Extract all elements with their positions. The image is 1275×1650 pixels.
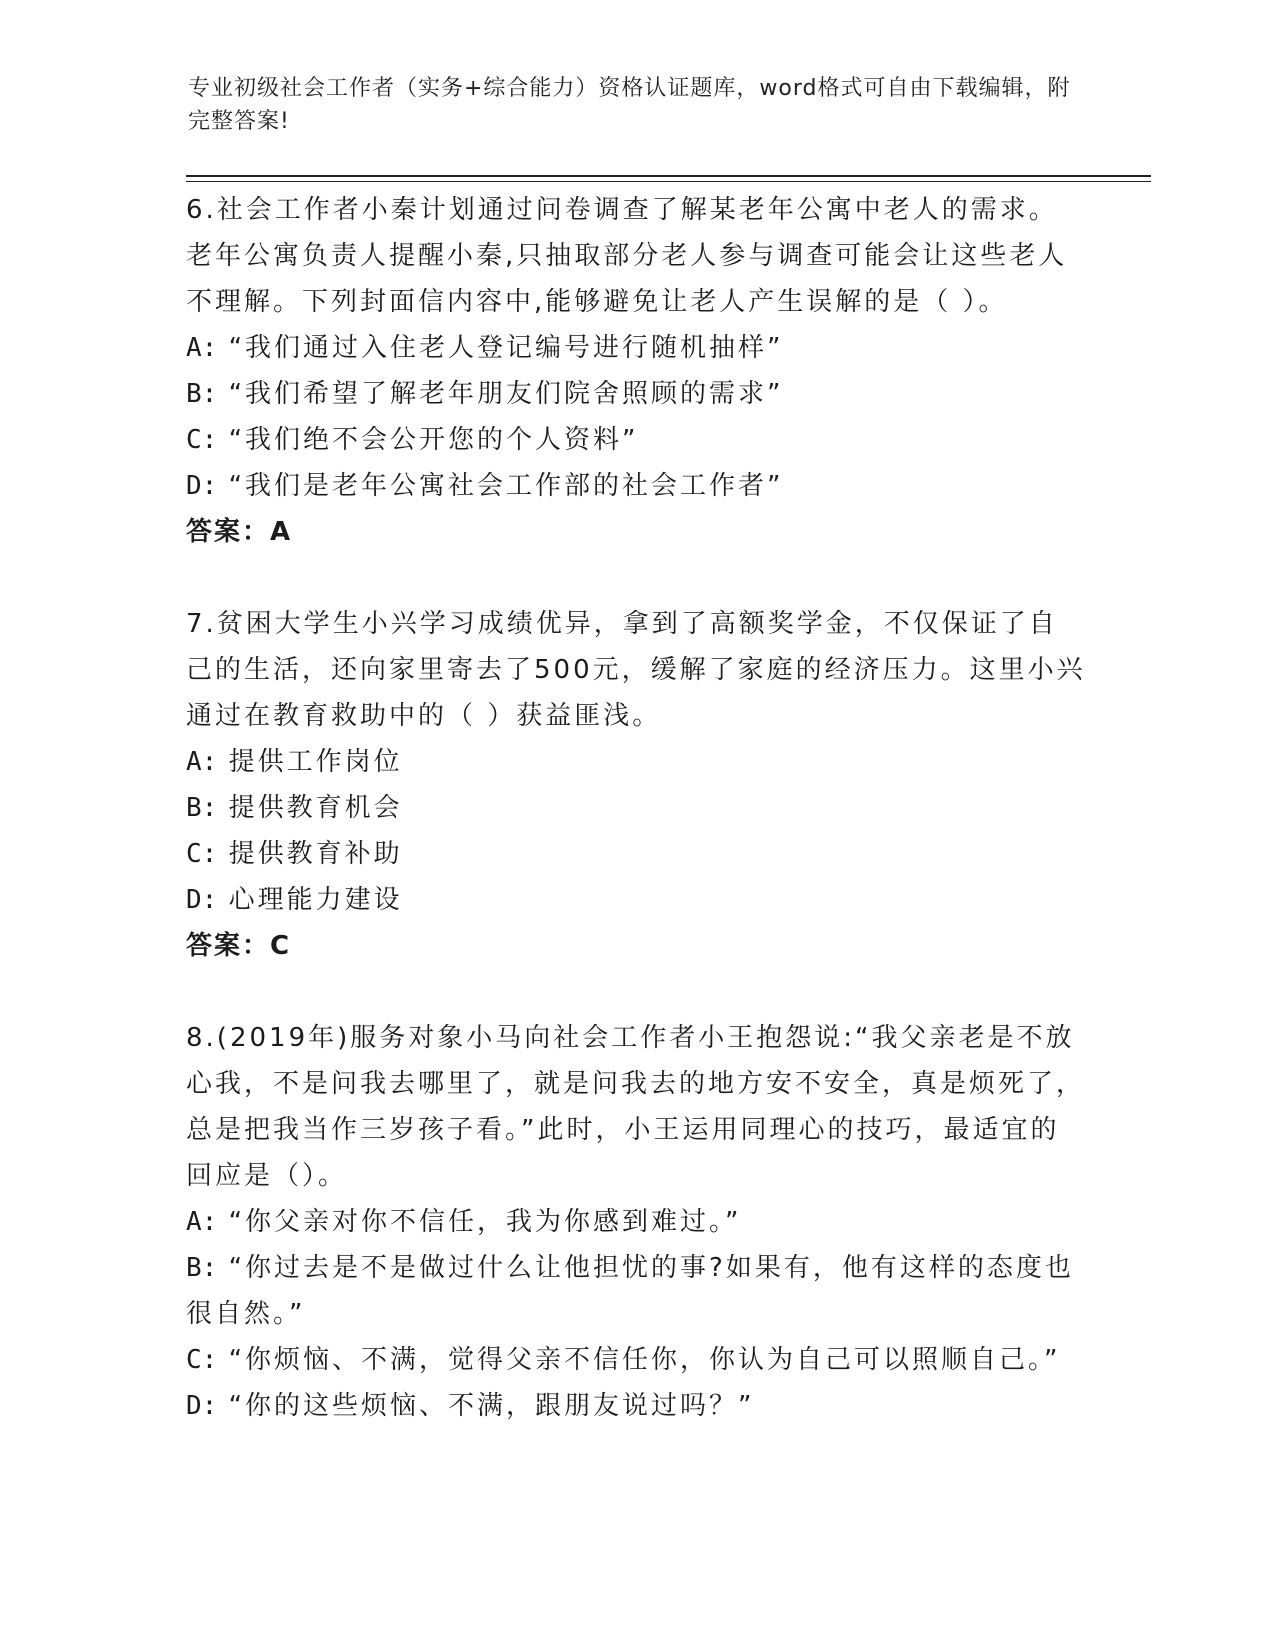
spacer (186, 555, 1086, 601)
option-text: 提供教育机会 (228, 793, 403, 823)
option-text: “你烦恼、不满，觉得父亲不信任你，你认为自己可以照顺自己。” (228, 1345, 1061, 1375)
option-d (186, 1383, 1086, 1429)
option-c (186, 1337, 1086, 1383)
question-7 (186, 601, 1086, 969)
option-c (186, 417, 1086, 463)
option-text: “我们希望了解老年朋友们院舍照顾的需求” (228, 379, 784, 409)
header-rule-thick (186, 175, 1151, 177)
question-stem: 8.(2019年)服务对象小马向社会工作者小王抱怨说:“我父亲老是不放心我，不是问我去哪里了，就是问我去的地方安不安全，真是烦死了，总是把我当作三岁孩子看。”此时，小王运用同理心的技巧，最适宜的回应是（）。 (186, 1023, 1086, 1191)
option-a (186, 1199, 1086, 1245)
option-b (186, 371, 1086, 417)
option-letter: A: (186, 1207, 218, 1237)
spacer (186, 969, 1086, 1015)
answer-line: 答案：C (186, 931, 292, 961)
option-b (186, 1245, 1086, 1337)
question-8 (186, 1015, 1086, 1429)
option-text: “你的这些烦恼、不满，跟朋友说过吗？” (228, 1391, 755, 1421)
question-list (186, 187, 1086, 1429)
question-stem: 6.社会工作者小秦计划通过问卷调查了解某老年公寓中老人的需求。老年公寓负责人提醒小秦,只抽取部分老人参与调查可能会让这些老人不理解。下列封面信内容中,能够避免让老人产生误解的是（ ）。 (186, 195, 1068, 317)
option-letter: D: (186, 1391, 218, 1421)
option-text: 提供教育补助 (228, 839, 403, 869)
option-letter: B: (186, 379, 218, 409)
option-letter: C: (186, 839, 218, 869)
answer-line: 答案：A (186, 517, 293, 547)
option-text: “你父亲对你不信任，我为你感到难过。” (228, 1207, 742, 1237)
option-letter: C: (186, 1345, 218, 1375)
option-text: 心理能力建设 (228, 885, 403, 915)
question-stem: 7.贫困大学生小兴学习成绩优异，拿到了高额奖学金，不仅保证了自己的生活，还向家里寄去了500元，缓解了家庭的经济压力。这里小兴通过在教育救助中的（ ）获益匪浅。 (186, 609, 1086, 731)
option-letter: B: (186, 1253, 218, 1283)
page-header: 专业初级社会工作者（实务+综合能力）资格认证题库，word格式可自由下载编辑，附完整答案! (188, 76, 1071, 134)
option-b (186, 785, 1086, 831)
header-rule-thin (186, 181, 1151, 182)
question-6 (186, 187, 1086, 555)
option-a (186, 739, 1086, 785)
option-text: “我们是老年公寓社会工作部的社会工作者” (228, 471, 784, 501)
option-text: “我们绝不会公开您的个人资料” (228, 425, 639, 455)
option-letter: B: (186, 793, 218, 823)
option-letter: D: (186, 471, 218, 501)
option-d (186, 877, 1086, 923)
option-text: 提供工作岗位 (228, 747, 403, 777)
option-text: “你过去是不是做过什么让他担忧的事?如果有，他有这样的态度也很自然。” (186, 1253, 1074, 1329)
option-letter: A: (186, 333, 218, 363)
option-letter: C: (186, 425, 218, 455)
option-a (186, 325, 1086, 371)
option-letter: A: (186, 747, 218, 777)
option-c (186, 831, 1086, 877)
option-d (186, 463, 1086, 509)
option-text: “我们通过入住老人登记编号进行随机抽样” (228, 333, 784, 363)
option-letter: D: (186, 885, 218, 915)
